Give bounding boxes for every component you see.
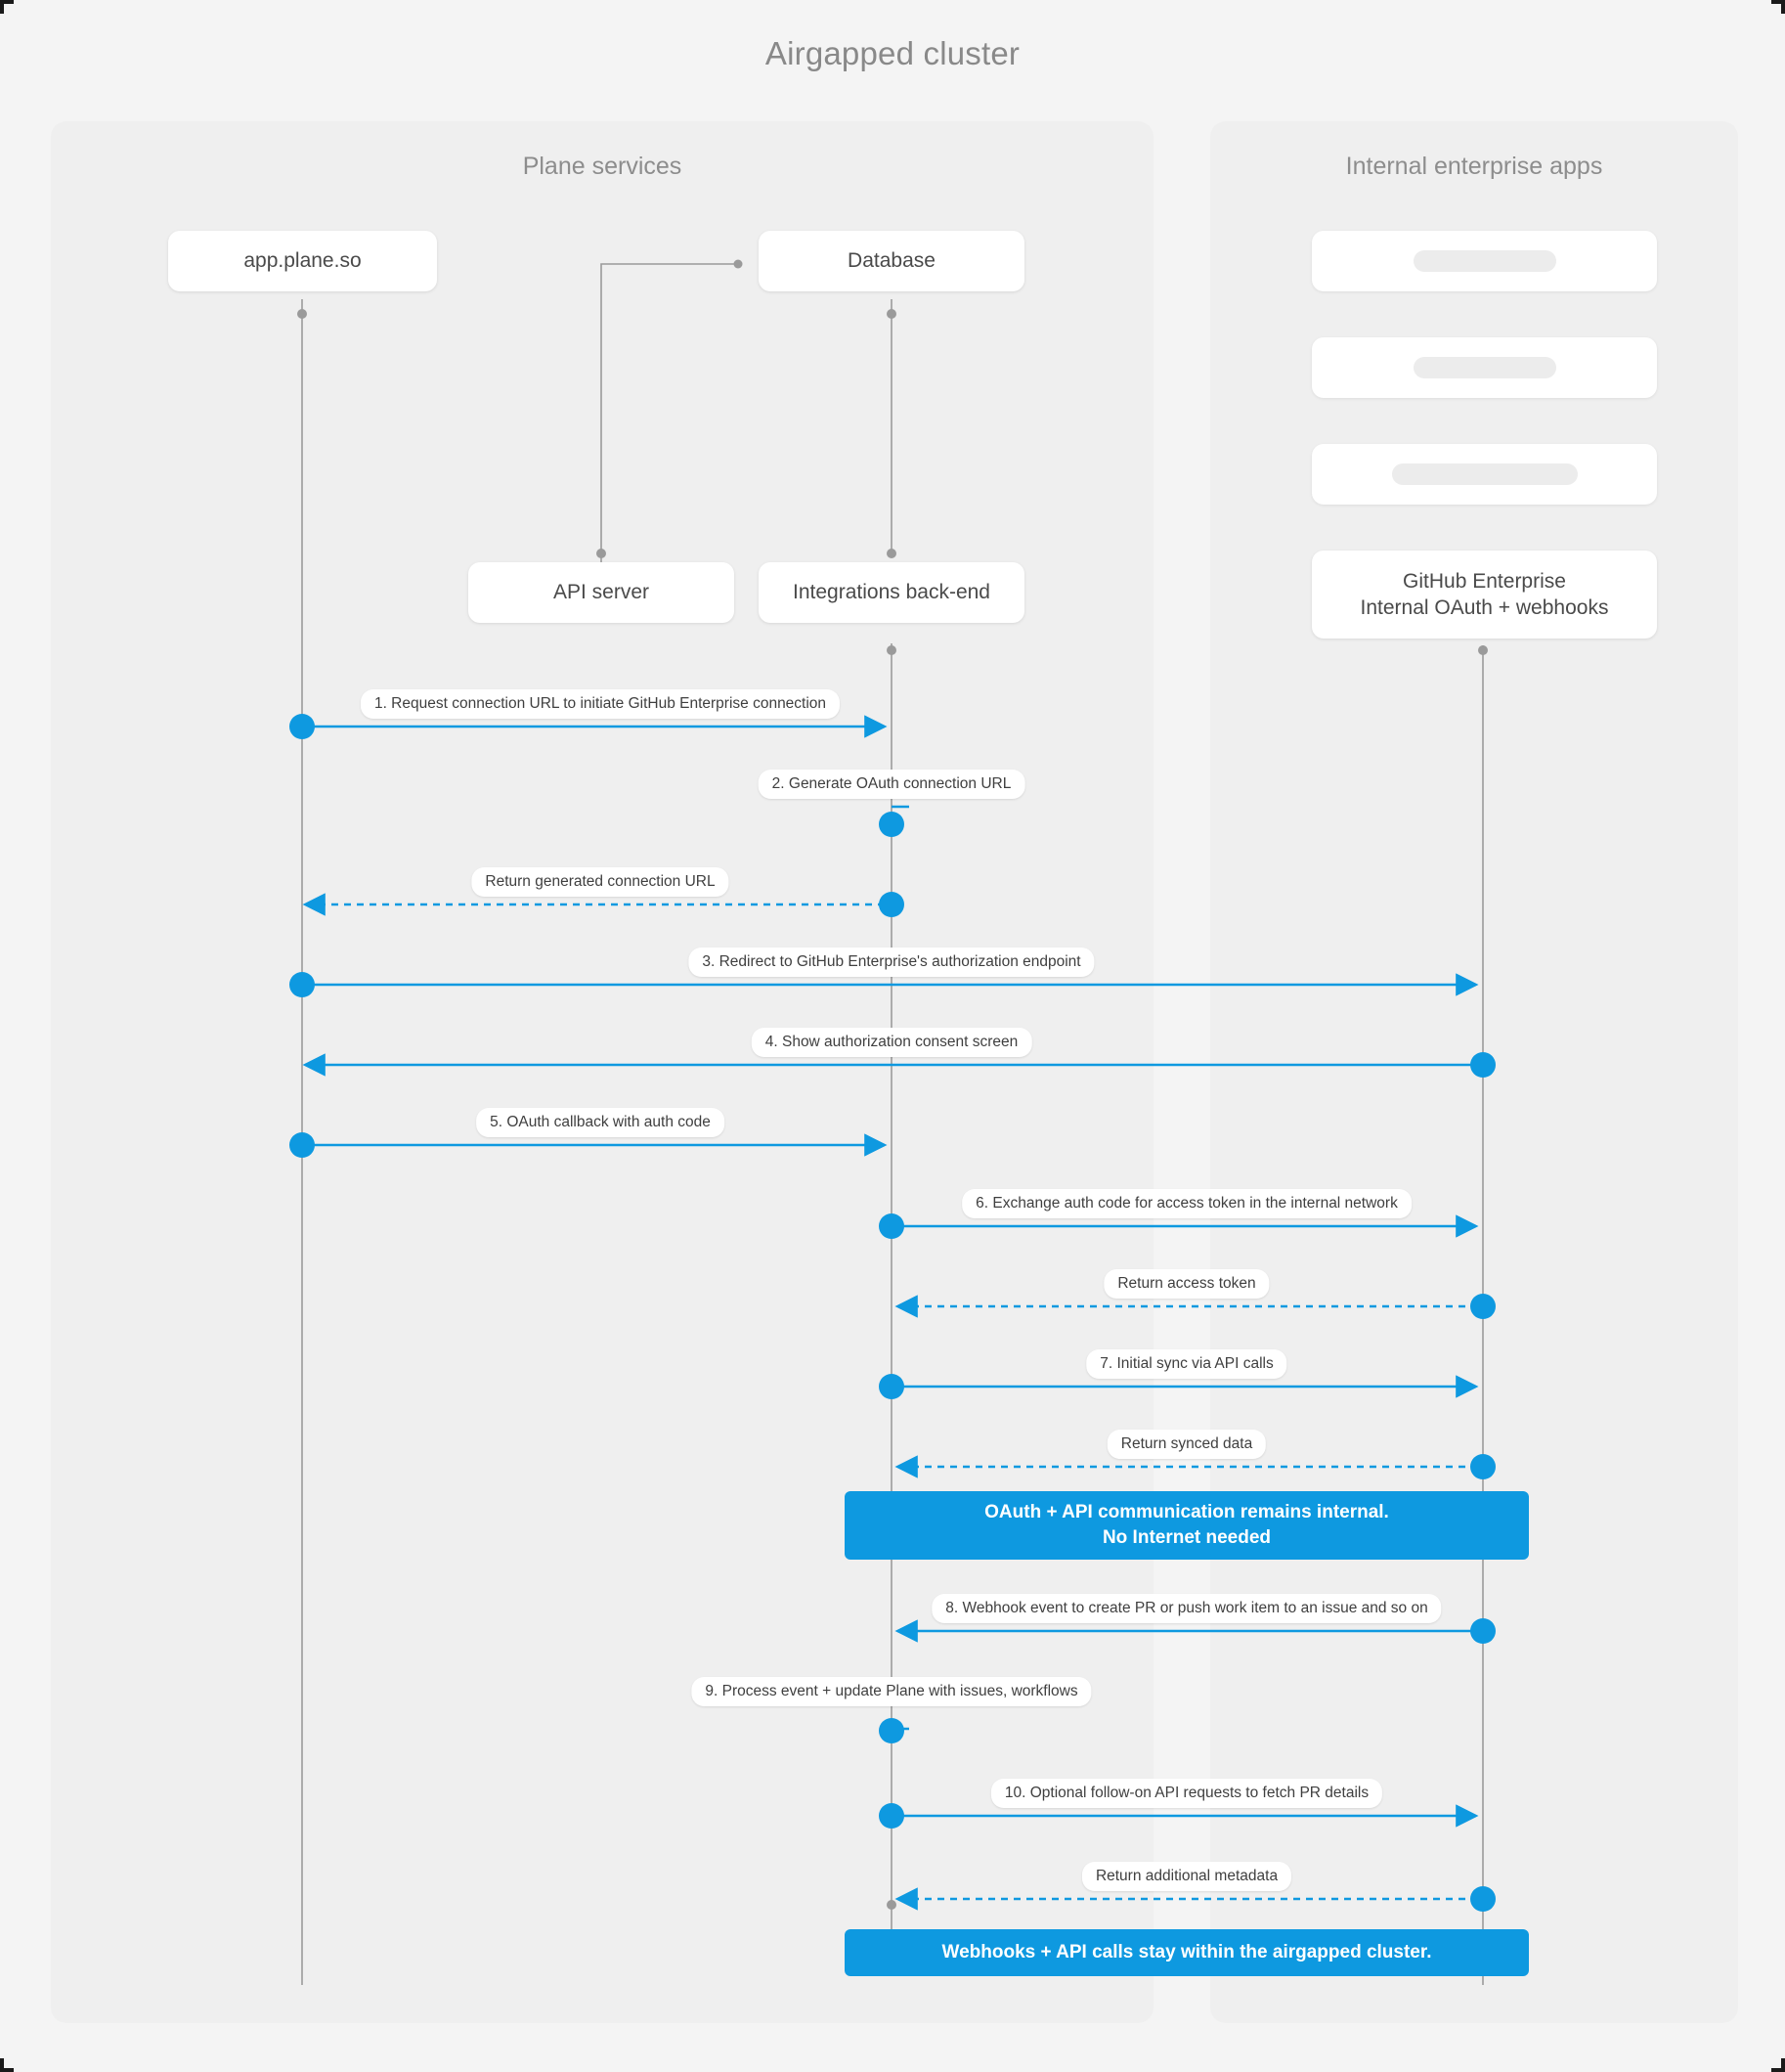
placeholder-bar bbox=[1414, 250, 1556, 272]
note-line-2: No Internet needed bbox=[1102, 1527, 1272, 1548]
message-label-2: 2. Generate OAuth connection URL bbox=[759, 770, 1025, 799]
message-label-14: Return additional metadata bbox=[1082, 1862, 1291, 1891]
node-integrations-backend[interactable]: Integrations back-end bbox=[759, 562, 1024, 623]
message-label-6: 5. OAuth callback with auth code bbox=[476, 1108, 724, 1137]
panel-internal-enterprise-apps-title: Internal enterprise apps bbox=[1345, 153, 1603, 180]
placeholder-bar bbox=[1414, 357, 1556, 378]
panel-plane-services-title: Plane services bbox=[522, 153, 682, 180]
message-label-4: 3. Redirect to GitHub Enterprise's authorization endpoint bbox=[688, 948, 1094, 977]
page-title: Airgapped cluster bbox=[764, 35, 1021, 71]
internal-app-placeholder-3[interactable] bbox=[1312, 444, 1657, 505]
node-github-enterprise[interactable] bbox=[1312, 551, 1657, 639]
message-label-7: 6. Exchange auth code for access token in the internal network bbox=[962, 1189, 1412, 1218]
message-label-11: 8. Webhook event to create PR or push work item to an issue and so on bbox=[932, 1594, 1441, 1623]
crop-mark-top-left bbox=[0, 0, 4, 14]
note-internal-communication bbox=[845, 1491, 1529, 1560]
node-app-plane-so[interactable]: app.plane.so bbox=[168, 231, 437, 291]
node-github-enterprise-line2: Internal OAuth + webhooks bbox=[1360, 596, 1609, 619]
message-label-13: 10. Optional follow-on API requests to fetch PR details bbox=[991, 1779, 1382, 1808]
crop-mark-bottom-left bbox=[0, 2058, 4, 2072]
crop-mark-top-right bbox=[1781, 0, 1785, 14]
message-label-5: 4. Show authorization consent screen bbox=[752, 1028, 1032, 1057]
panel-plane-services bbox=[51, 121, 1154, 2023]
note-airgapped-cluster: Webhooks + API calls stay within the airgapped cluster. bbox=[845, 1929, 1529, 1976]
node-database[interactable]: Database bbox=[759, 231, 1024, 291]
message-label-1: 1. Request connection URL to initiate GitHub Enterprise connection bbox=[361, 689, 840, 719]
internal-app-placeholder-2[interactable] bbox=[1312, 337, 1657, 398]
note-line-1: OAuth + API communication remains internal. bbox=[984, 1502, 1389, 1523]
crop-mark-bottom-right bbox=[1781, 2058, 1785, 2072]
node-github-enterprise-line1: GitHub Enterprise bbox=[1403, 569, 1566, 593]
message-label-8: Return access token bbox=[1104, 1269, 1269, 1299]
internal-app-placeholder-1[interactable] bbox=[1312, 231, 1657, 291]
message-label-3: Return generated connection URL bbox=[471, 867, 728, 897]
node-api-server[interactable]: API server bbox=[468, 562, 734, 623]
message-label-12: 9. Process event + update Plane with issues, workflows bbox=[691, 1677, 1091, 1706]
message-label-10: Return synced data bbox=[1108, 1430, 1266, 1459]
placeholder-bar bbox=[1392, 463, 1578, 485]
panel-internal-enterprise-apps bbox=[1210, 121, 1738, 2023]
message-label-9: 7. Initial sync via API calls bbox=[1086, 1349, 1286, 1379]
